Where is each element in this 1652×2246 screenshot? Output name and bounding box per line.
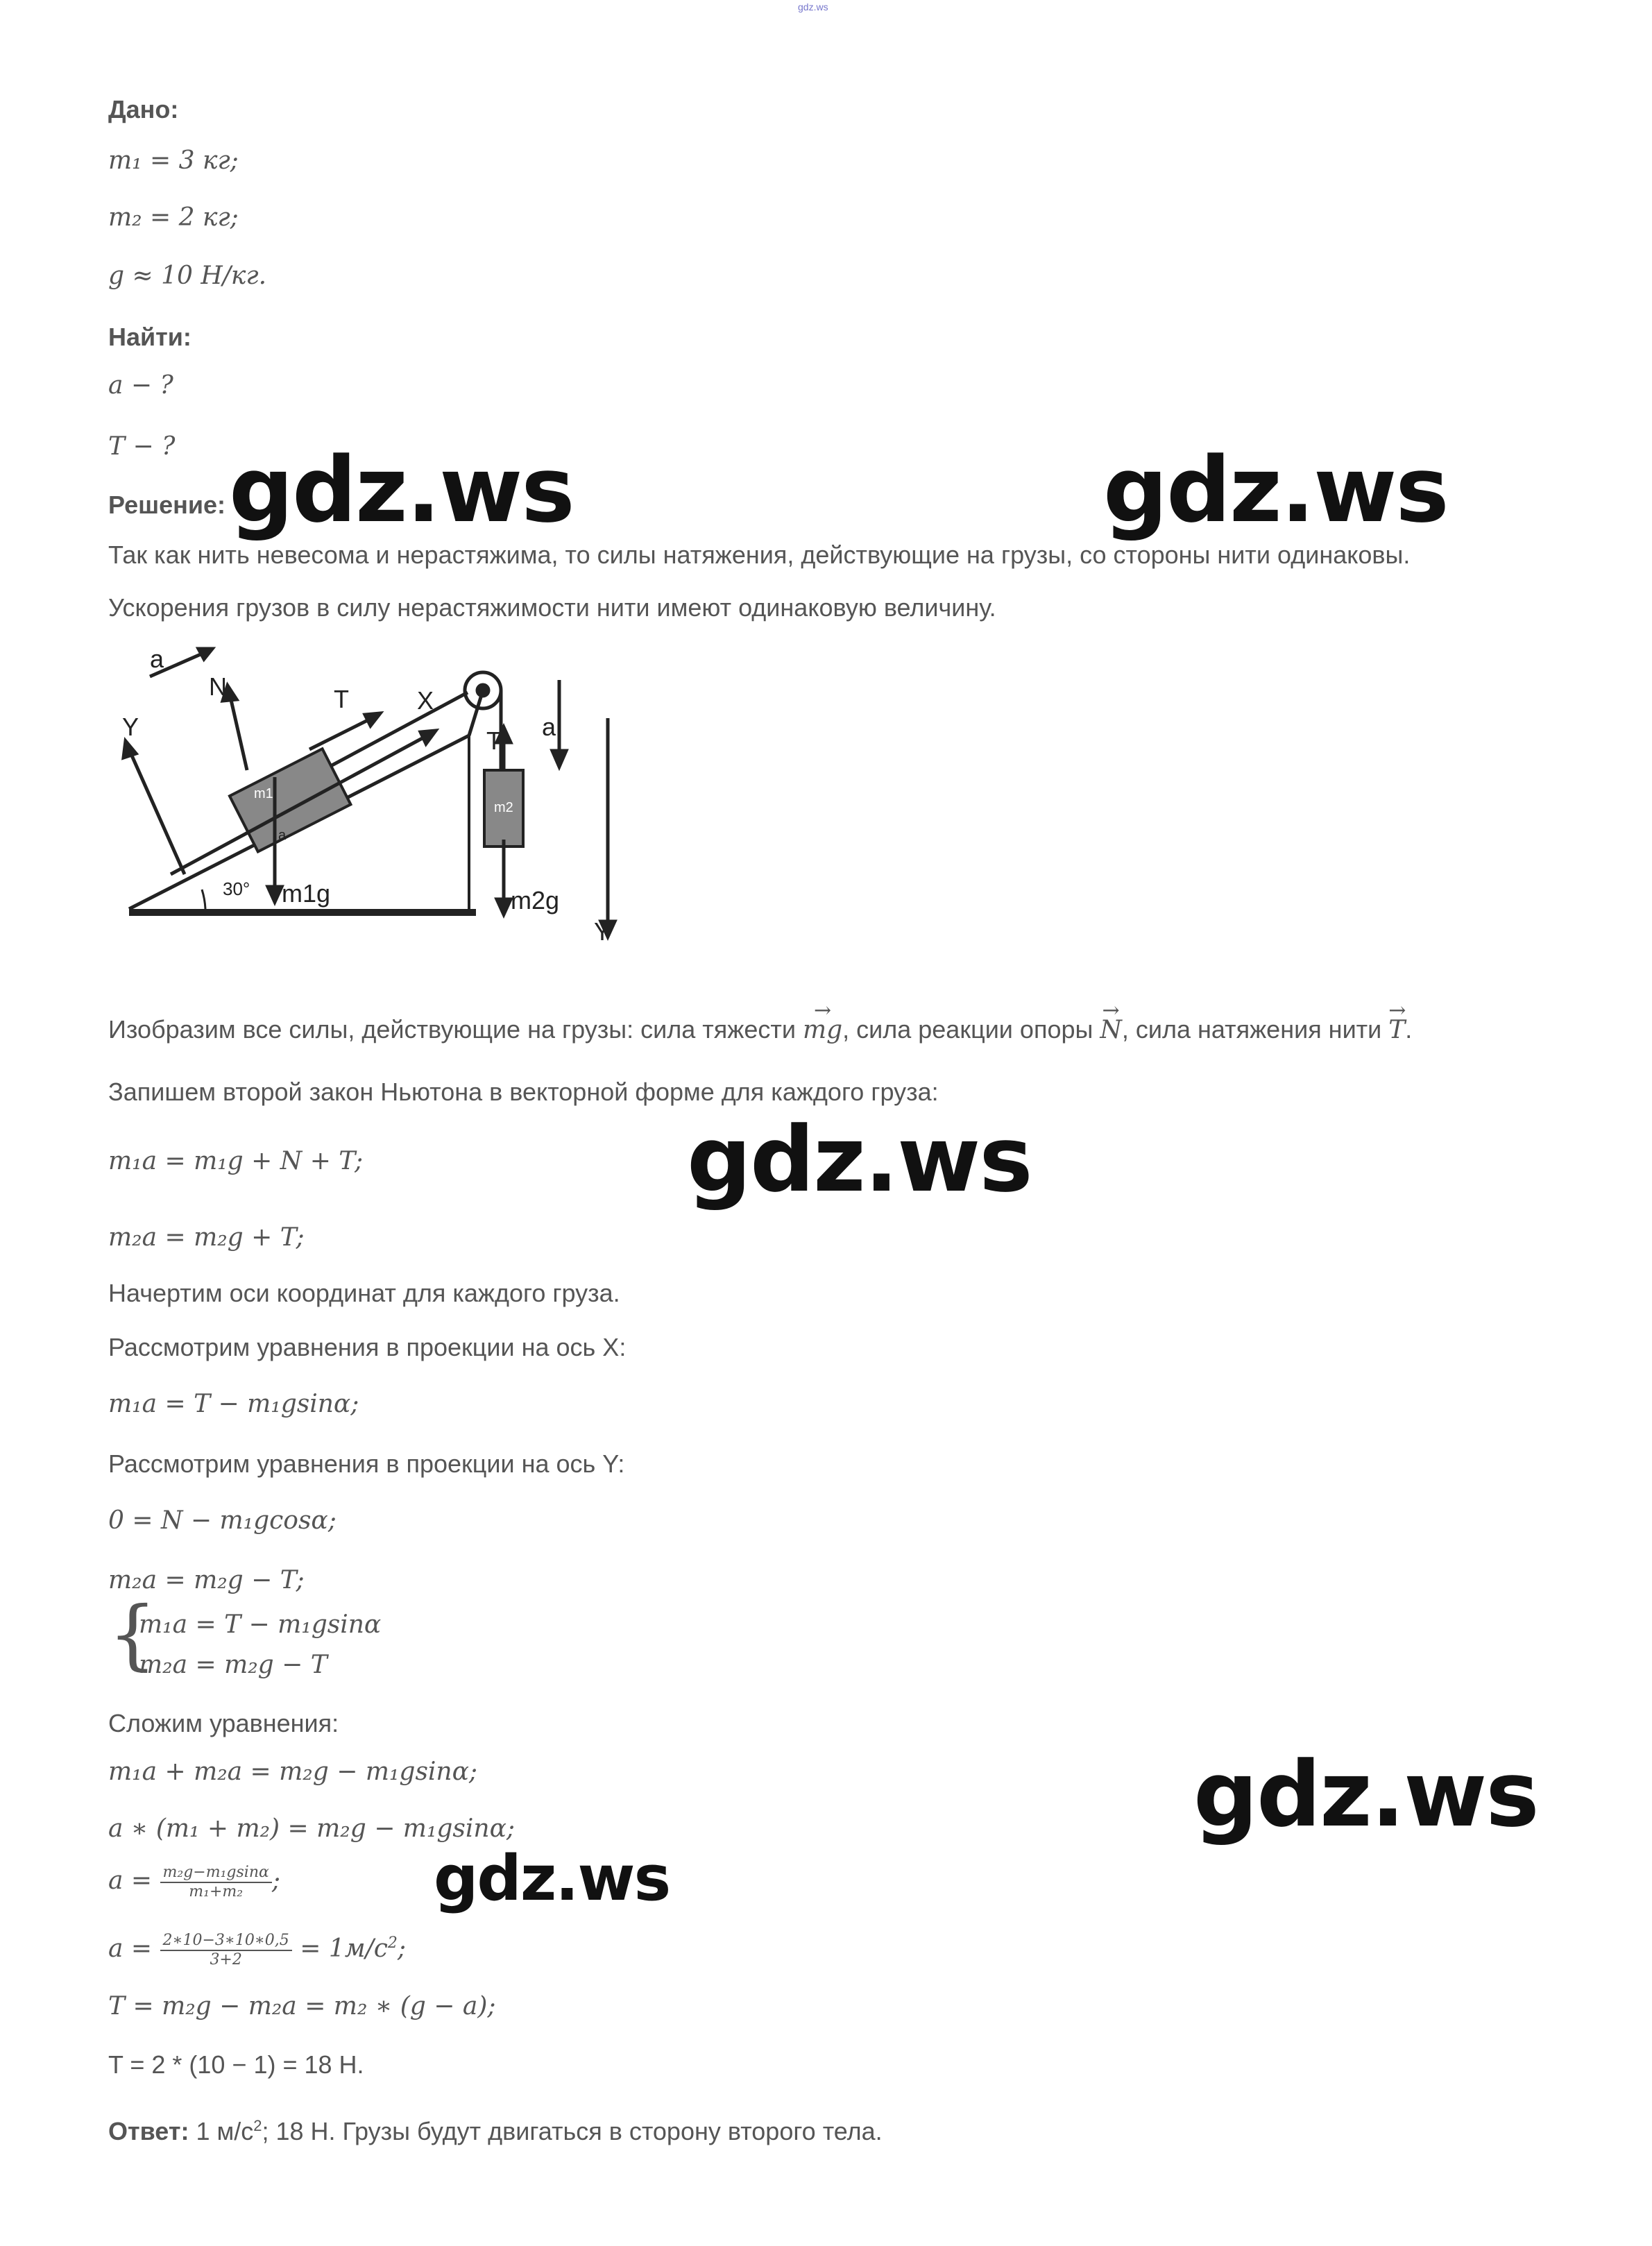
equation-y-2: m₂a = m₂g − T; [108,1566,305,1594]
equation-T-1: T = m₂g − m₂a = m₂ ∗ (g − a); [108,1992,496,2020]
vector-N: → N [1100,1014,1122,1047]
diagram-label-angle: 30° [223,878,250,899]
watermark-3: gdz.ws [687,1107,1032,1212]
fraction-a: $\frac{\text{m₂g−m₁gsinα}}{\text{m₁+m₂}}$ [160,1864,272,1901]
diagram-label-Y-left: Y [122,713,139,741]
paragraph-7: Рассмотрим уравнения в проекции на ось Y: [108,1449,625,1478]
given-g: g ≈ 10 Н/кг. [108,262,267,290]
find-a: a − ? [108,371,173,400]
paragraph-1: Так как нить невесома и нерастяжима, то силы натяжения, действующие на грузы, со стороны нити одинаковы. [108,541,1411,569]
system-eq-1: m₁a = T − m₁gsinα [139,1610,382,1639]
paragraph-2: Ускорения грузов в силу нерастяжимости нити имеют одинаковую величину. [108,593,996,622]
system-brace: { [108,1590,157,1678]
solution-heading: Решение: [108,491,226,519]
equation-y-1: 0 = N − m₁gcosα; [108,1506,337,1535]
diagram-label-a-right: a [542,713,556,741]
diagram-label-T-right: T [486,726,502,755]
answer: Ответ: 1 $м/с^2$; 18 Н. Грузы будут двигаться в сторону второго тела. [108,2117,883,2145]
watermark-4: gdz.ws [1193,1742,1538,1847]
equation-T-2: T = 2 * (10 − 1) = 18 Н. [108,2050,364,2079]
diagram-label-m2g: m2g [511,886,560,914]
diagram-label-m2: m2 [494,800,513,815]
given-m2: m₂ = 2 кг; [108,203,239,232]
paragraph-6: Рассмотрим уравнения в проекции на ось X: [108,1333,627,1361]
paragraph-5: Начертим оси координат для каждого груза. [108,1279,620,1307]
vector-T: → T [1388,1014,1405,1047]
diagram-label-T: T [334,685,349,713]
equation-sum-2: a ∗ (m₁ + m₂) = m₂g − m₁gsinα; [108,1814,516,1843]
given-m1: m₁ = 3 кг; [108,146,239,175]
physics-diagram [108,631,636,958]
diagram-label-m1: m1 [254,786,273,801]
equation-vector-2: m₂a = m₂g + T; [108,1223,305,1252]
diagram-label-alpha: a [278,828,287,843]
watermark-2: gdz.ws [1103,437,1448,543]
paragraph-3: Изобразим все силы, действующие на грузы: сила тяжести → mg, сила реакции опоры → N, сила натяжения нити → T. [108,1013,1412,1047]
find-heading: Найти: [108,323,191,351]
paragraph-4: Запишем второй закон Ньютона в векторной форме для каждого груза: [108,1078,939,1106]
diagram-label-N: N [209,672,227,701]
diagram-label-Y-right: Y [594,917,611,946]
equation-x: m₁a = T − m₁gsinα; [108,1390,359,1418]
site-mark: gdz.ws [798,1,828,12]
fraction-a-value: $\frac{2∗10-3∗10∗0,5}{3+2}$ [160,1932,292,1969]
equation-vector-1: m₁a = m₁g + N + T; [108,1147,364,1175]
system-eq-2: m₂a = m₂g − T [139,1651,327,1679]
equation-a-formula: a = $\frac{\text{m₂g−m₁gsinα}}{\text{m₁+m₂}}$ ; [108,1864,280,1900]
vector-mg: → mg [803,1014,842,1047]
paragraph-8: Сложим уравнения: [108,1709,339,1737]
watermark-5: gdz.ws [434,1842,670,1915]
equation-sum-1: m₁a + m₂a = m₂g − m₁gsinα; [108,1758,478,1786]
diagram-label-X: X [417,686,434,715]
answer-label: Ответ: [108,2117,189,2145]
watermark-1: gdz.ws [229,437,574,543]
diagram-label-m1g: m1g [282,879,331,908]
equation-a-value: a = $\frac{2∗10-3∗10∗0,5}{3+2}$ = $1м/с^2$; [108,1932,407,1968]
find-T: T − ? [108,432,176,461]
diagram-label-a: a [150,645,164,673]
given-heading: Дано: [108,95,179,124]
